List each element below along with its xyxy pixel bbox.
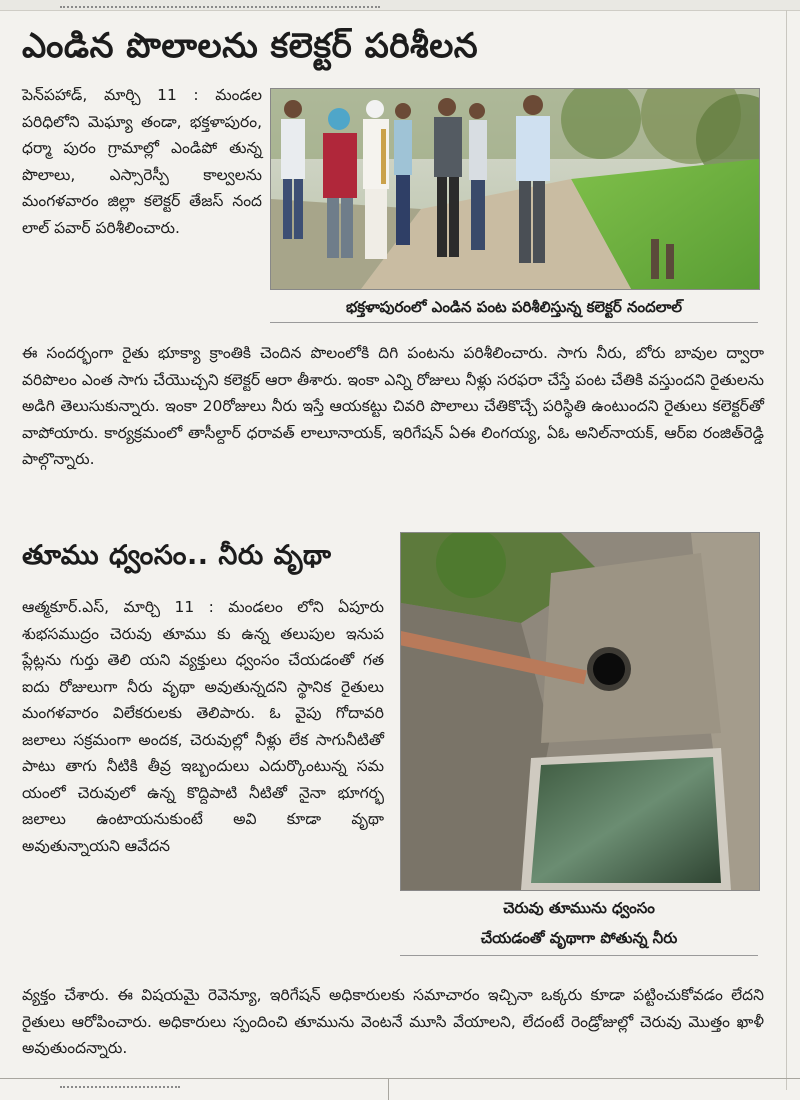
article1-photo-caption: భక్తళాపురంలో ఎండిన పంట పరిశీలిస్తున్న కలెక్టర్ నందలాల్ bbox=[270, 292, 758, 323]
article1-body-column bbox=[22, 340, 764, 473]
article1-lead-column bbox=[22, 82, 262, 241]
article1-headline: ఎండిన పొలాలను కలెక్టర్ పరిశీలన bbox=[22, 26, 479, 66]
clipped-previous-article bbox=[0, 0, 800, 11]
article2-caption-line-2: చేయడంతో వృథాగా పోతున్న నీరు bbox=[480, 929, 678, 947]
article2-photo-caption bbox=[400, 893, 758, 956]
clipped-next-article bbox=[60, 1086, 180, 1088]
article2-body-column bbox=[22, 982, 764, 1062]
article1-lead-text: పెన్‌పహాడ్, మార్చి 11 : మండల పరిధిలోని మెఘ్యా తండా, భక్తళాపురం, ధర్మా పురం గ్రామాల్లో ఎండిపో తున్న పొలాలు, ఎస్సారెస్పీ కాల్వలను మంగళవారం జిల్లా కలెక్టర్ తేజస్ నంద లాల్ పవార్ పరిశీలించారు. bbox=[22, 86, 262, 237]
footer-rule bbox=[0, 1078, 800, 1079]
article2-headline: తూము ధ్వంసం.. నీరు వృథా bbox=[22, 540, 332, 571]
column-rule bbox=[786, 10, 787, 1090]
clipped-text-fragment bbox=[60, 0, 380, 8]
article2-body-text: వ్యక్తం చేశారు. ఈ విషయమై రెవెన్యూ, ఇరిగేషన్ అధికారులకు సమాచారం ఇచ్చినా ఒక్కరు కూడా పట్టించుకోవడం లేదని రైతులు ఆరోపించారు. అధికారులు స్పందించి తూమును వెంటనే మూసి వేయాలని, లేదంటే రెండ్రోజుల్లో చెరువు మొత్తం ఖాళీ అవుతుందన్నారు. bbox=[22, 986, 764, 1057]
article1-body-text: ఈ సందర్భంగా రైతు భూక్యా క్రాంతికి చెందిన పొలంలోకి దిగి పంటను పరిశీలించారు. సాగు నీరు, బోరు బావుల ద్వారా వరిపొలం ఎంత సాగు చేయొచ్చని కలెక్టర్ ఆరా తీశారు. ఇంకా ఎన్ని రోజులు నీళ్లు సరఫరా చేస్తే పంట చేతికి వస్తుందని రైతులను అడిగి తెలుసుకున్నారు. ఇంకా 20రోజులు నీరు ఇస్తే ఆయకట్టు చివరి పొలాలు చేతికొచ్చే పరిస్థితి ఉంటుందని రైతులు కలెక్టర్‌తో వాపోయారు. కార్యక్రమంలో తాసీల్దార్ ధరావత్ లాలూనాయక్, ఇరిగేషన్ ఏఈ లింగయ్య, ఏఓ అనిల్‌నాయక్, ఆర్ఐ రంజిత్‌రెడ్డి పాల్గొన్నారు. bbox=[22, 344, 764, 468]
footer-column-divider bbox=[388, 1079, 389, 1100]
article2-caption-line-1: చెరువు తూమును ధ్వంసం bbox=[503, 899, 655, 917]
article2-lead-column bbox=[22, 594, 384, 859]
damaged-sluice-photo bbox=[400, 532, 760, 891]
collector-inspection-photo bbox=[270, 88, 760, 290]
article2-lead-text: ఆత్మకూర్.ఎస్, మార్చి 11 : మండలం లోని ఏపూరు శుభసముద్రం చెరువు తూము కు ఉన్న తలుపుల ఇనుప ప్లేట్లను గుర్తు తెలి యని వ్యక్తులు ధ్వంసం చేయడంతో గత ఐదు రోజులుగా నీరు వృథా అవుతున్నదని స్థానిక రైతులు మంగళవారం విలేకరులకు తెలిపారు. ఓ వైపు గోదావరి జలాలు సక్రమంగా అందక, చెరువుల్లో నీళ్లు లేక సాగునీటితో పాటు తాగు నీటికి తీవ్ర ఇబ్బందులు ఎదుర్కొంటున్న సమ యంలో చెరువులో ఉన్న కొద్దిపాటి నీటితో నైనా భూగర్భ జలాలు ఉంటాయనుకుంటే అవి కూడా వృథా అవుతున్నాయని ఆవేదన bbox=[22, 598, 384, 855]
